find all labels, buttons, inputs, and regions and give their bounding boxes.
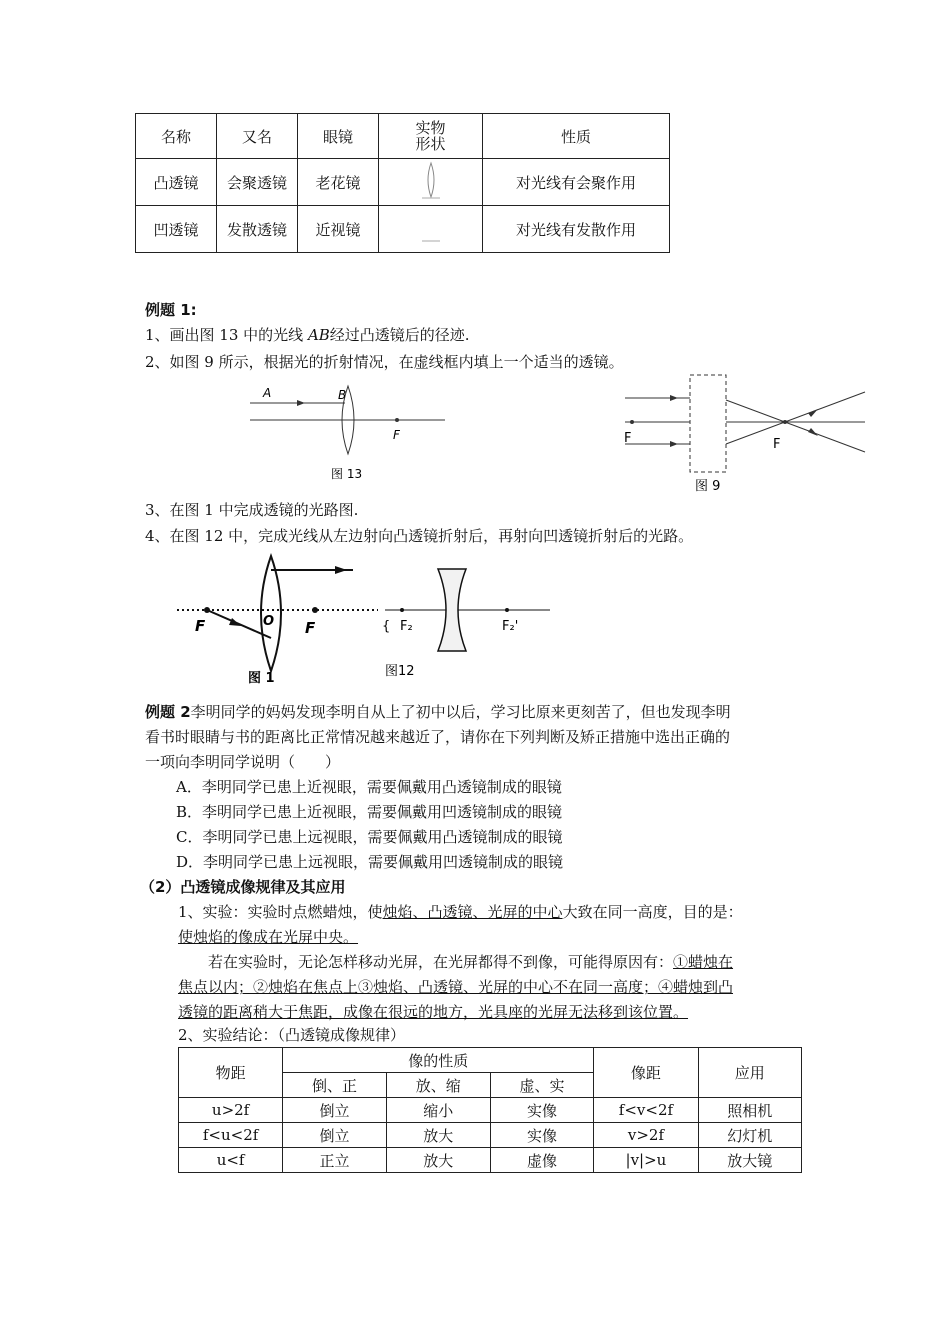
cell-name: 凸透镜 [136,159,217,206]
example2-title: 例题 2 [145,703,191,721]
fig13-label-b: B [338,388,347,402]
fig12-label-f-right: F₂' [502,619,519,634]
fig9-label-f-right: F [773,437,781,452]
fig12-bracket: { [382,619,391,634]
fig9-caption: 图 9 [695,479,721,494]
cell-application: 放大镜 [698,1148,802,1173]
reason-line-3: 透镜的距离稍大于焦距，成像在很远的地方，光具座的光屏无法移到该位置。 [178,1003,689,1021]
experiment-line-2: 使烛焰的像成在光屏中央。 [178,928,359,946]
cell-size: 放大 [386,1123,490,1148]
example1-question-4: 4、在图 12 中，完成光线从左边射向凸透镜折射后，再射向凹透镜折射后的光路。 [145,527,694,545]
cell-image-distance: f<v<2f [594,1098,698,1123]
cell-glasses: 近视镜 [298,206,379,253]
convex-lens-icon [411,159,451,201]
table-header-row [136,114,670,159]
figure-9 [610,370,870,495]
table-row [136,206,670,253]
example1-title: 例题 1: [145,301,197,319]
lens-table [135,113,670,253]
concave-lens-icon [411,206,451,248]
fig12-label-f-left: F₂ [400,619,413,634]
section2-title: （2）凸透镜成像规律及其应用 [140,878,346,896]
fig13-label-a: A [263,386,272,400]
cell-orientation: 倒立 [283,1123,387,1148]
cell-object-distance: u<f [179,1148,283,1173]
header-type: 虚、实 [490,1073,594,1098]
conclusion-heading: 2、实验结论：（凸透镜成像规律） [178,1026,406,1044]
figure-1 [175,553,380,685]
reason-line-2: 焦点以内；②烛焰在焦点上③烛焰、凸透镜、光屏的中心不在同一高度；④蜡烛到凸 [178,978,734,996]
example2-option-c: C．李明同学已患上远视眼，需要佩戴用凸透镜制成的眼镜 [176,828,563,846]
example2-option-b: B．李明同学已患上近视眼，需要佩戴用凹透镜制成的眼镜 [176,803,563,821]
cell-alias: 发散透镜 [217,206,298,253]
cell-application: 照相机 [698,1098,802,1123]
cell-object-distance: f<u<2f [179,1123,283,1148]
cell-shape [379,206,483,253]
cell-image-distance: |v|>u [594,1148,698,1173]
header-property: 性质 [483,114,670,159]
cell-size: 放大 [386,1148,490,1173]
figure-13 [245,383,450,483]
header-alias: 又名 [217,114,298,159]
fig1-caption: 图 1 [248,671,275,685]
header-glasses: 眼镜 [298,114,379,159]
cell-orientation: 倒立 [283,1098,387,1123]
example1-question-1: 1、画出图 13 中的光线 AB经过凸透镜后的径迹. [145,326,470,344]
reason-line-1: 若在实验时，无论怎样移动光屏，在光屏都得不到像，可能得原因有：①蜡烛在 [208,953,734,971]
cell-shape [379,159,483,206]
cell-glasses: 老花镜 [298,159,379,206]
fig13-label-f: F [393,428,400,442]
example2-stem-line-3: 一项向李明同学说明（ ） [145,753,341,771]
header-name: 名称 [136,114,217,159]
cell-orientation: 正立 [283,1148,387,1173]
cell-application: 幻灯机 [698,1123,802,1148]
header-object-distance: 物距 [179,1048,283,1098]
header-shape: 实物 形状 [379,114,483,159]
example2-option-d: D．李明同学已患上远视眼，需要佩戴用凹透镜制成的眼镜 [176,853,564,871]
fig12-caption: 图12 [385,664,415,679]
cell-type: 实像 [490,1123,594,1148]
header-orientation: 倒、正 [283,1073,387,1098]
cell-object-distance: u>2f [179,1098,283,1123]
cell-name: 凹透镜 [136,206,217,253]
fig1-label-f-left: F [195,617,206,635]
cell-property: 对光线有会聚作用 [483,159,670,206]
figure-12 [380,563,555,680]
experiment-line-1: 1、实验：实验时点燃蜡烛，使烛焰、凸透镜、光屏的中心大致在同一高度，目的是： [178,903,743,921]
header-image-distance: 像距 [594,1048,698,1098]
fig13-caption: 图 13 [331,467,363,481]
table-header-row [179,1048,802,1073]
cell-alias: 会聚透镜 [217,159,298,206]
table-row [179,1123,802,1148]
example2-stem-line-1: 例题 2李明同学的妈妈发现李明自从上了初中以后，学习比原来更刻苦了，但也发现李明 [145,703,731,721]
header-application: 应用 [698,1048,802,1098]
cell-property: 对光线有发散作用 [483,206,670,253]
fig1-label-o: O [263,614,275,629]
example1-question-2: 2、如图 9 所示，根据光的折射情况，在虚线框内填上一个适当的透镜。 [145,353,624,371]
cell-type: 虚像 [490,1148,594,1173]
cell-size: 缩小 [386,1098,490,1123]
header-image-nature: 像的性质 [283,1048,594,1073]
table-row [179,1148,802,1173]
example1-question-3: 3、在图 1 中完成透镜的光路图. [145,501,359,519]
cell-image-distance: v>2f [594,1123,698,1148]
example2-stem-line-2: 看书时眼睛与书的距离比正常情况越来越近了，请你在下列判断及矫正措施中选出正确的 [145,728,731,746]
example2-option-a: A．李明同学已患上近视眼，需要佩戴用凸透镜制成的眼镜 [176,778,562,796]
cell-type: 实像 [490,1098,594,1123]
table-row [136,159,670,206]
table-row [179,1098,802,1123]
imaging-rules-table [178,1047,802,1173]
header-size: 放、缩 [386,1073,490,1098]
fig9-label-f-left: F [624,431,632,446]
fig1-label-f-right: F [305,619,316,637]
